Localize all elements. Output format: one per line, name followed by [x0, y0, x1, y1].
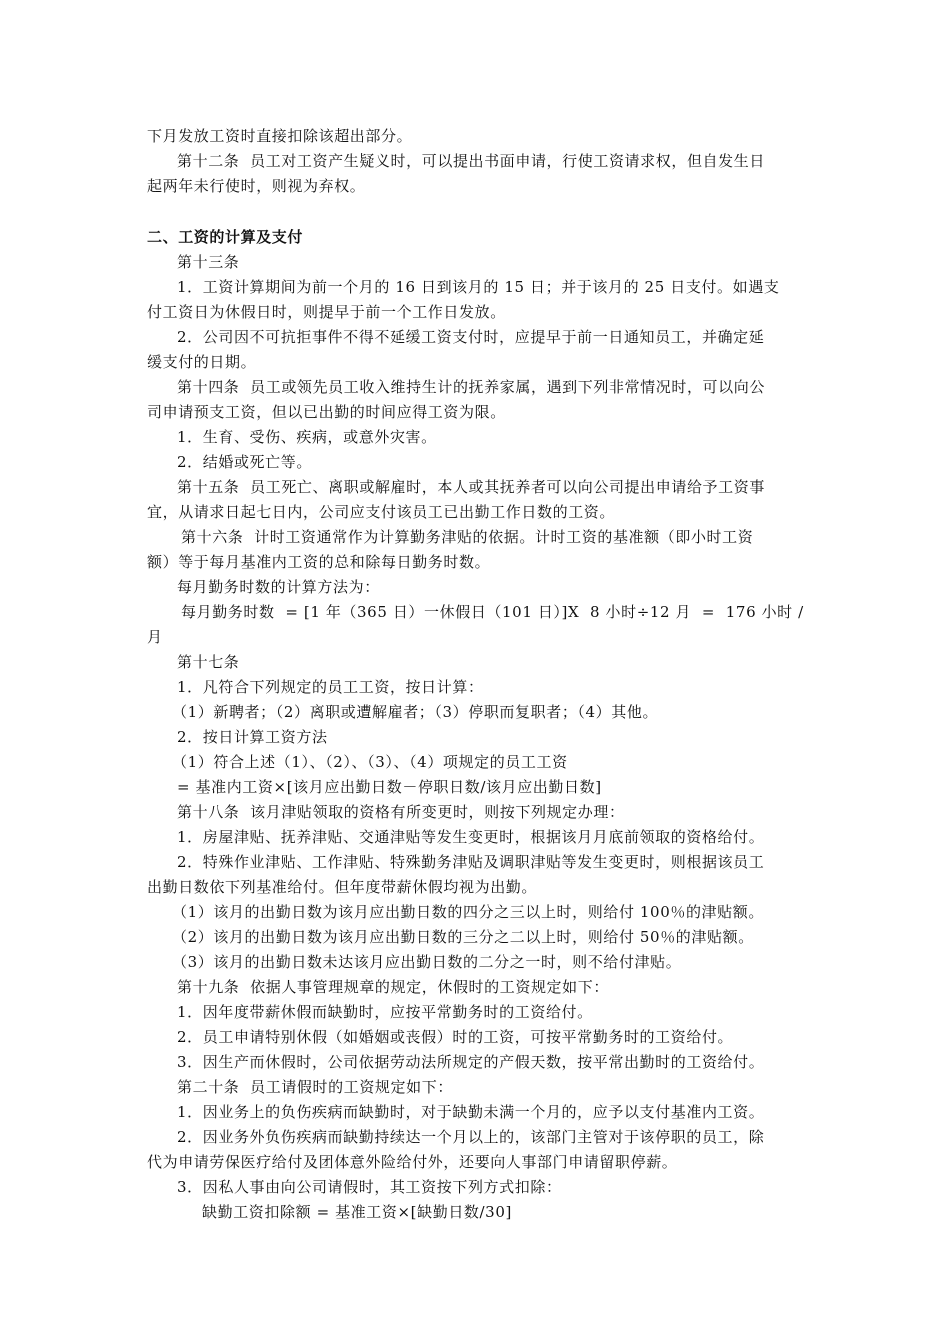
- text-line: 2．结婚或死亡等。: [177, 453, 312, 471]
- text-line: 2．按日计算工资方法: [177, 728, 328, 746]
- text-line: 司申请预支工资，但以已出勤的时间应得工资为限。: [147, 403, 506, 421]
- formula-line: 缺勤工资扣除额 = 基准工资×[缺勤日数/30]: [202, 1203, 512, 1221]
- article-16-line: 第十六条 计时工资通常作为计算勤务津贴的依据。计时工资的基准额（即小时工资: [181, 528, 754, 546]
- text-line: 2．特殊作业津贴、工作津贴、特殊勤务津贴及调职津贴等发生变更时，则根据该员工: [177, 853, 765, 871]
- text-line: 每月勤务时数的计算方法为：: [177, 578, 380, 596]
- text-line: 宜，从请求日起七日内，公司应支付该员工已出勤工作日数的工资。: [147, 503, 616, 521]
- text-line: 1．因业务上的负伤疾病而缺勤时，对于缺勤未满一个月的，应予以支付基准内工资。: [177, 1103, 765, 1121]
- text-line: （1）符合上述（1）、（2）、（3）、（4）项规定的员工工资: [172, 753, 568, 771]
- article-13-heading: 第十三条: [177, 253, 240, 271]
- text-line: 1．凡符合下列规定的员工工资，按日计算：: [177, 678, 484, 696]
- formula-line: 每月勤务时数 = [1 年（365 日）一休假日（101 日）]X 8 小时÷12 月 = 176 小时 /: [181, 603, 804, 621]
- text-line: 1．房屋津贴、抚养津贴、交通津贴等发生变更时，根据该月月底前领取的资格给付。: [177, 828, 765, 846]
- text-line: 2．员工申请特别休假（如婚姻或丧假）时的工资，可按平常勤务时的工资给付。: [177, 1028, 734, 1046]
- text-line: 3．因私人事由向公司请假时，其工资按下列方式扣除：: [177, 1178, 562, 1196]
- text-line: 2．因业务外负伤疾病而缺勤持续达一个月以上的，该部门主管对于该停职的员工，除: [177, 1128, 765, 1146]
- text-line: 额）等于每月基准内工资的总和除每日勤务时数。: [147, 553, 491, 571]
- text-line: 3．因生产而休假时，公司依据劳动法所规定的产假天数，按平常出勤时的工资给付。: [177, 1053, 765, 1071]
- text-line: 付工资日为休假日时，则提早于前一个工作日发放。: [147, 303, 506, 321]
- text-line: 缓支付的日期。: [147, 353, 257, 371]
- article-14-line: 第十四条 员工或领先员工收入维持生计的抚养家属，遇到下列非常情况时，可以向公: [177, 378, 765, 396]
- text-line: 2．公司因不可抗拒事件不得不延缓工资支付时，应提早于前一日通知员工，并确定延: [177, 328, 765, 346]
- article-20-line: 第二十条 员工请假时的工资规定如下：: [177, 1078, 453, 1096]
- text-line: 月: [147, 628, 163, 646]
- text-line: 下月发放工资时直接扣除该超出部分。: [147, 127, 413, 145]
- text-line: （1）该月的出勤日数为该月应出勤日数的四分之三以上时，则给付 100％的津贴额。: [172, 903, 764, 921]
- article-18-line: 第十八条 该月津贴领取的资格有所变更时，则按下列规定办理：: [177, 803, 625, 821]
- text-line: 出勤日数依下列基准给付。但年度带薪休假均视为出勤。: [147, 878, 538, 896]
- text-line: 起两年未行使时，则视为弃权。: [147, 177, 366, 195]
- section-heading: 二、工资的计算及支付: [147, 228, 304, 246]
- article-12-line: 第十二条 员工对工资产生疑义时，可以提出书面申请，行使工资请求权，但自发生日: [177, 152, 765, 170]
- text-line: （3）该月的出勤日数未达该月应出勤日数的二分之一时，则不给付津贴。: [172, 953, 682, 971]
- text-line: 代为申请劳保医疗给付及团体意外险给付外，还要向人事部门申请留职停薪。: [147, 1153, 678, 1171]
- article-17-heading: 第十七条: [177, 653, 240, 671]
- text-line: （1）新聘者；（2）离职或遭解雇者；（3）停职而复职者；（4）其他。: [172, 703, 659, 721]
- article-19-line: 第十九条 依据人事管理规章的规定，休假时的工资规定如下：: [177, 978, 609, 996]
- text-line: （2）该月的出勤日数为该月应出勤日数的三分之二以上时，则给付 50％的津贴额。: [172, 928, 754, 946]
- text-line: 1．生育、受伤、疾病，或意外灾害。: [177, 428, 437, 446]
- formula-line: = 基准内工资×[该月应出勤日数－停职日数/该月应出勤日数]: [177, 778, 602, 796]
- article-15-line: 第十五条 员工死亡、离职或解雇时，本人或其抚养者可以向公司提出申请给予工资事: [177, 478, 765, 496]
- text-line: 1．因年度带薪休假而缺勤时，应按平常勤务时的工资给付。: [177, 1003, 593, 1021]
- text-line: 1．工资计算期间为前一个月的 16 日到该月的 15 日；并于该月的 25 日支付。如遇支: [177, 278, 780, 296]
